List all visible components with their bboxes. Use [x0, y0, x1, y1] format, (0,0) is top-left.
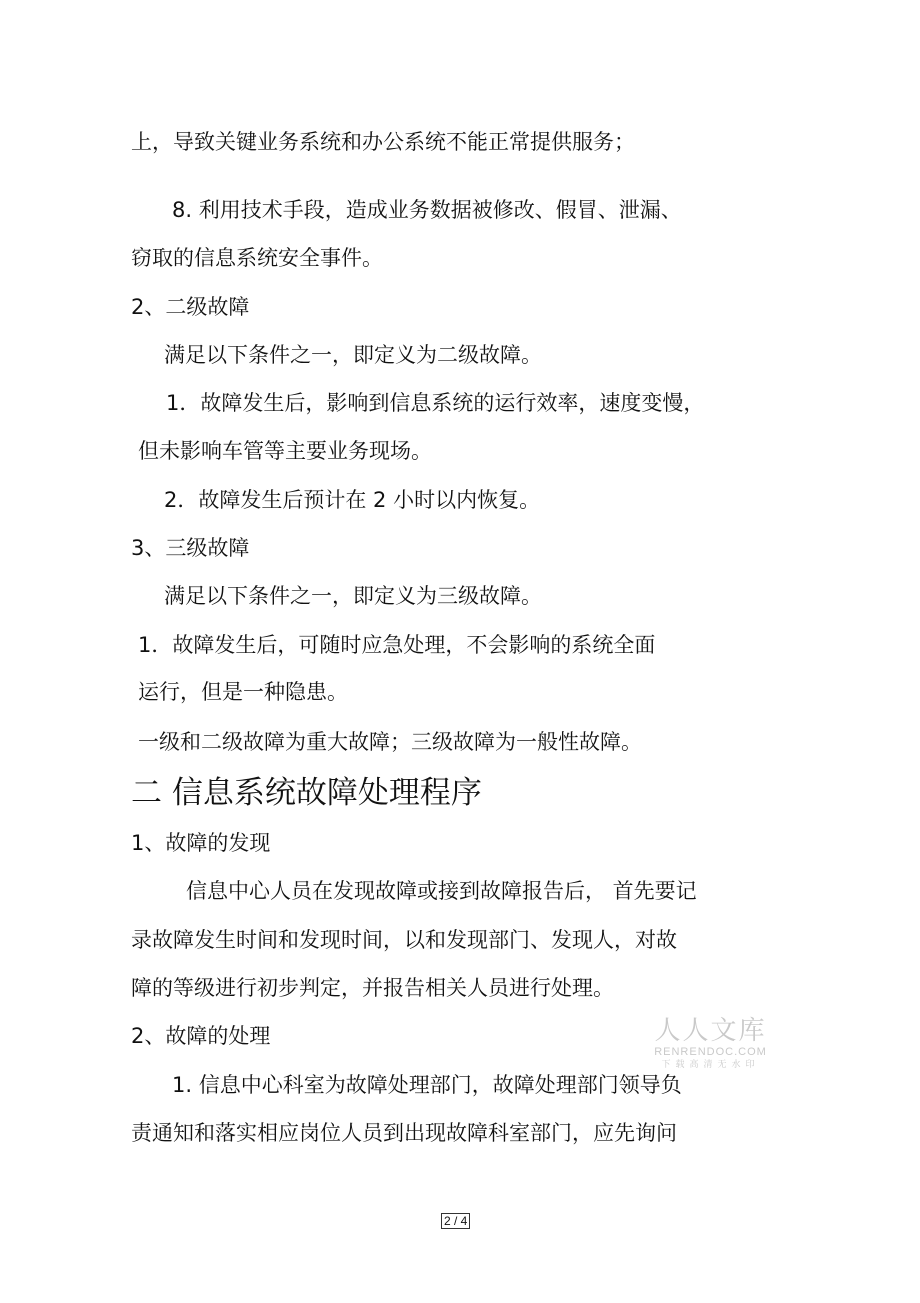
text-line: 信息中心人员在发现故障或接到故障报告后， 首先要记: [186, 879, 697, 903]
text-line: 满足以下条件之一，即定义为三级故障。: [164, 584, 542, 608]
watermark: [648, 1016, 773, 1071]
text-line: 1．故障发生后，可随时应急处理，不会影响的系统全面: [138, 633, 656, 657]
text-line: 运行，但是一种隐患。: [138, 680, 348, 704]
section-heading: 二 信息系统故障处理程序: [131, 775, 482, 811]
watermark-title: 人人文库: [654, 1016, 767, 1046]
subsection-heading: 1、故障的发现: [131, 831, 271, 855]
text-line: 2．故障发生后预计在 2 小时以内恢复。: [164, 488, 541, 512]
subsection-heading: 3、三级故障: [131, 536, 250, 560]
text-line: 责通知和落实相应岗位人员到出现故障科室部门，应先询问: [131, 1121, 677, 1145]
text-line: 窃取的信息系统安全事件。: [131, 246, 383, 270]
subsection-heading: 2、故障的处理: [131, 1024, 271, 1048]
watermark-domain: RENRENDOC.COM: [654, 1046, 767, 1058]
watermark-subtitle: 下载高清无水印: [661, 1060, 760, 1070]
page-number: 2 / 4: [441, 1213, 470, 1229]
text-line: 1. 信息中心科室为故障处理部门，故障处理部门领导负: [172, 1073, 682, 1097]
text-line: 但未影响车管等主要业务现场。: [138, 439, 432, 463]
text-line: 障的等级进行初步判定，并报告相关人员进行处理。: [131, 976, 614, 1000]
text-line: 录故障发生时间和发现时间，以和发现部门、发现人，对故: [131, 928, 677, 952]
text-line: 满足以下条件之一，即定义为二级故障。: [164, 343, 542, 367]
text-line: 一级和二级故障为重大故障；三级故障为一般性故障。: [138, 730, 642, 754]
text-line: 8. 利用技术手段，造成业务数据被修改、假冒、泄漏、: [172, 198, 682, 222]
text-line: 1．故障发生后，影响到信息系统的运行效率，速度变慢，: [166, 391, 705, 415]
text-line: 上，导致关键业务系统和办公系统不能正常提供服务；: [131, 130, 635, 154]
subsection-heading: 2、二级故障: [131, 295, 250, 319]
